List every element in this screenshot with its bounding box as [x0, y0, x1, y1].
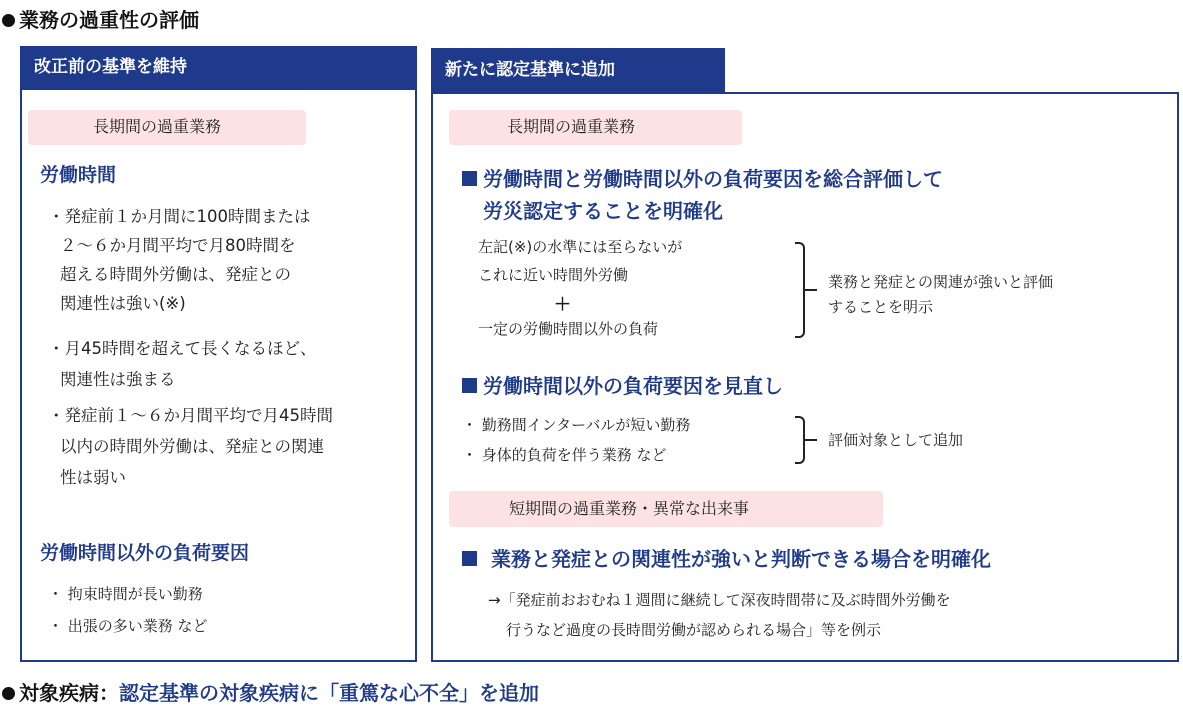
brace-1-tip [805, 289, 817, 291]
result-2: 評価対象として追加 [828, 431, 964, 449]
bullet-2-line-1: ・月45時間を超えて長くなるほど、 [48, 339, 317, 358]
other-factor-item-1: ・ 拘束時間が長い勤務 [48, 585, 203, 603]
point3-heading [462, 543, 991, 572]
left-bullet-2 [48, 333, 317, 395]
right-tag-short-term: 短期間の過重業務・異常な出来事 [449, 491, 883, 527]
left-bullet-1 [48, 202, 311, 318]
bottom-line [2, 677, 539, 706]
bullet-3-line-1: ・発症前１～６か月間平均で月45時間 [48, 406, 333, 425]
square-bullet-icon [462, 378, 477, 393]
items2-item-2: ・ 身体的負荷を伴う業務 など [462, 446, 667, 464]
top-heading-text: 業務の過重性の評価 [19, 8, 199, 32]
right-tag-long-term: 長期間の過重業務 [449, 110, 742, 145]
bullet-dot-icon [2, 687, 15, 700]
bullet-dot-icon [2, 14, 15, 27]
result-1-line-2: することを明示 [828, 298, 934, 316]
left-panel-header: 改正前の基準を維持 [20, 46, 417, 88]
items2-item-1: ・ 勤務間インターバルが短い勤務 [462, 416, 691, 434]
point3-text: 業務と発症との関連性が強いと判断できる場合を明確化 [491, 547, 991, 571]
bullet-2-line-2: 関連性は強まる [60, 370, 176, 389]
point2-text: 労働時間以外の負荷要因を見直し [483, 374, 783, 398]
point1-line-2: 労災認定することを明確化 [483, 199, 723, 223]
bottom-text: 認定基準の対象疾病に「重篤な心不全」を追加 [119, 681, 539, 705]
condition-line-2: これに近い時間外労働 [478, 266, 629, 284]
left-other-factors-list [48, 578, 208, 642]
condition-extra: 一定の労働時間以外の負荷 [478, 320, 659, 338]
point1-line-1: 労働時間と労働時間以外の負荷要因を総合評価して [483, 167, 943, 191]
example-line-2: 行うなど過度の長時間労働が認められる場合」等を例示 [506, 621, 882, 639]
brace-2-tip [805, 439, 817, 441]
example-line-1: →「発症前おおむね１週間に継続して深夜時間帯に及ぶ時間外労働を [488, 591, 951, 609]
bullet-3-line-2: 以内の時間外労働は、発症との関連 [60, 437, 324, 456]
top-heading [2, 4, 199, 33]
bullet-1-line-4: 関連性は強い(※) [60, 294, 186, 313]
bullet-3-line-3: 性は弱い [60, 468, 126, 487]
result-1 [828, 270, 1053, 320]
brace-2-icon [795, 416, 805, 464]
brace-1-icon [795, 242, 805, 338]
condition-block [478, 233, 682, 289]
condition-line-1: 左記(※)の水準には至らないが [478, 238, 683, 256]
point2-heading [462, 370, 783, 399]
bottom-label: 対象疾病： [19, 681, 119, 705]
square-bullet-icon [462, 551, 477, 566]
point1-heading [462, 163, 943, 227]
square-bullet-icon [462, 171, 477, 186]
section-working-hours-title: 労働時間 [40, 164, 117, 186]
bullet-1-line-2: ２～６か月間平均で月80時間を [60, 236, 296, 255]
example-block [488, 585, 951, 645]
result-1-line-1: 業務と発症との関連が強いと評価 [828, 273, 1054, 291]
plus-sign: ＋ [554, 295, 571, 315]
left-tag-long-term: 長期間の過重業務 [28, 110, 306, 145]
left-bullet-3 [48, 400, 333, 493]
right-panel-header: 新たに認定基準に追加 [431, 48, 725, 92]
bullet-1-line-1: ・発症前１か月間に100時間または [48, 207, 311, 226]
items2-list [462, 410, 690, 470]
other-factor-item-2: ・ 出張の多い業務 など [48, 617, 208, 635]
bullet-1-line-3: 超える時間外労働は、発症との [60, 265, 291, 284]
section-other-factors-title: 労働時間以外の負荷要因 [40, 542, 250, 564]
